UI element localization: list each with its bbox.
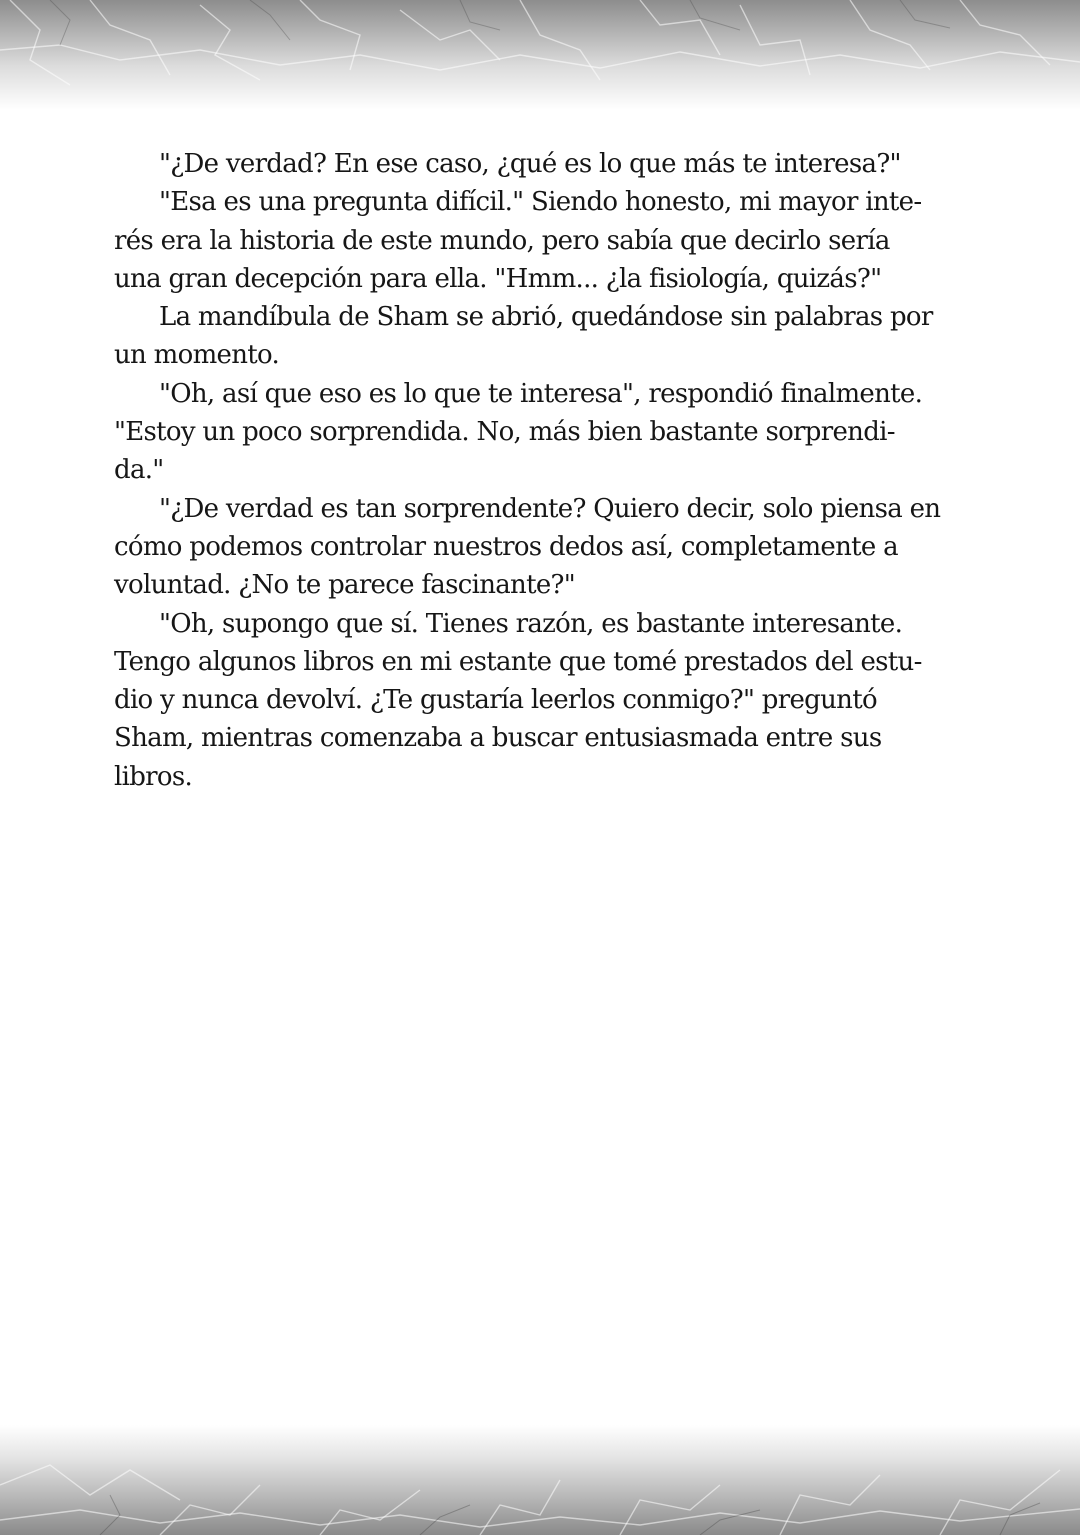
text-line: "Oh, supongo que sí. Tienes razón, es bastante interesante. [159, 608, 903, 639]
text-line: "Esa es una pregunta difícil." Siendo honesto, mi mayor inte- [159, 187, 922, 218]
text-line: "¿De verdad es tan sorprendente? Quiero decir, solo piensa en [159, 493, 941, 524]
text-line: "¿De verdad? En ese caso, ¿qué es lo que más te interesa?" [159, 149, 901, 179]
text-line: un momento. [114, 340, 280, 371]
bottom-marble-border [0, 1425, 1080, 1535]
text-line: una gran decepción para ella. "Hmm... ¿la fisiología, quizás?" [114, 263, 882, 294]
top-marble-border [0, 0, 1080, 110]
text-line: "Oh, así que eso es lo que te interesa", respondió finalmente. [159, 378, 923, 409]
text-line: dio y nunca devolví. ¿Te gustaría leerlos conmigo?" preguntó [114, 685, 877, 716]
text-line: rés era la historia de este mundo, pero sabía que decirlo sería [114, 225, 890, 256]
text-line: Sham, mientras comenzaba a buscar entusiasmada entre sus [114, 723, 882, 754]
text-line: cómo podemos controlar nuestros dedos así, completamente a [114, 531, 898, 562]
text-line: da." [114, 455, 164, 486]
text-line: libros. [114, 761, 193, 792]
text-line: La mandíbula de Sham se abrió, quedándose sin palabras por [159, 302, 933, 333]
text-line: Tengo algunos libros en mi estante que tomé prestados del estu- [114, 646, 922, 677]
text-line: "Estoy un poco sorprendida. No, más bien bastante sorprendi- [114, 417, 895, 448]
text-line: voluntad. ¿No te parece fascinante?" [114, 570, 576, 601]
story-text [114, 145, 974, 796]
